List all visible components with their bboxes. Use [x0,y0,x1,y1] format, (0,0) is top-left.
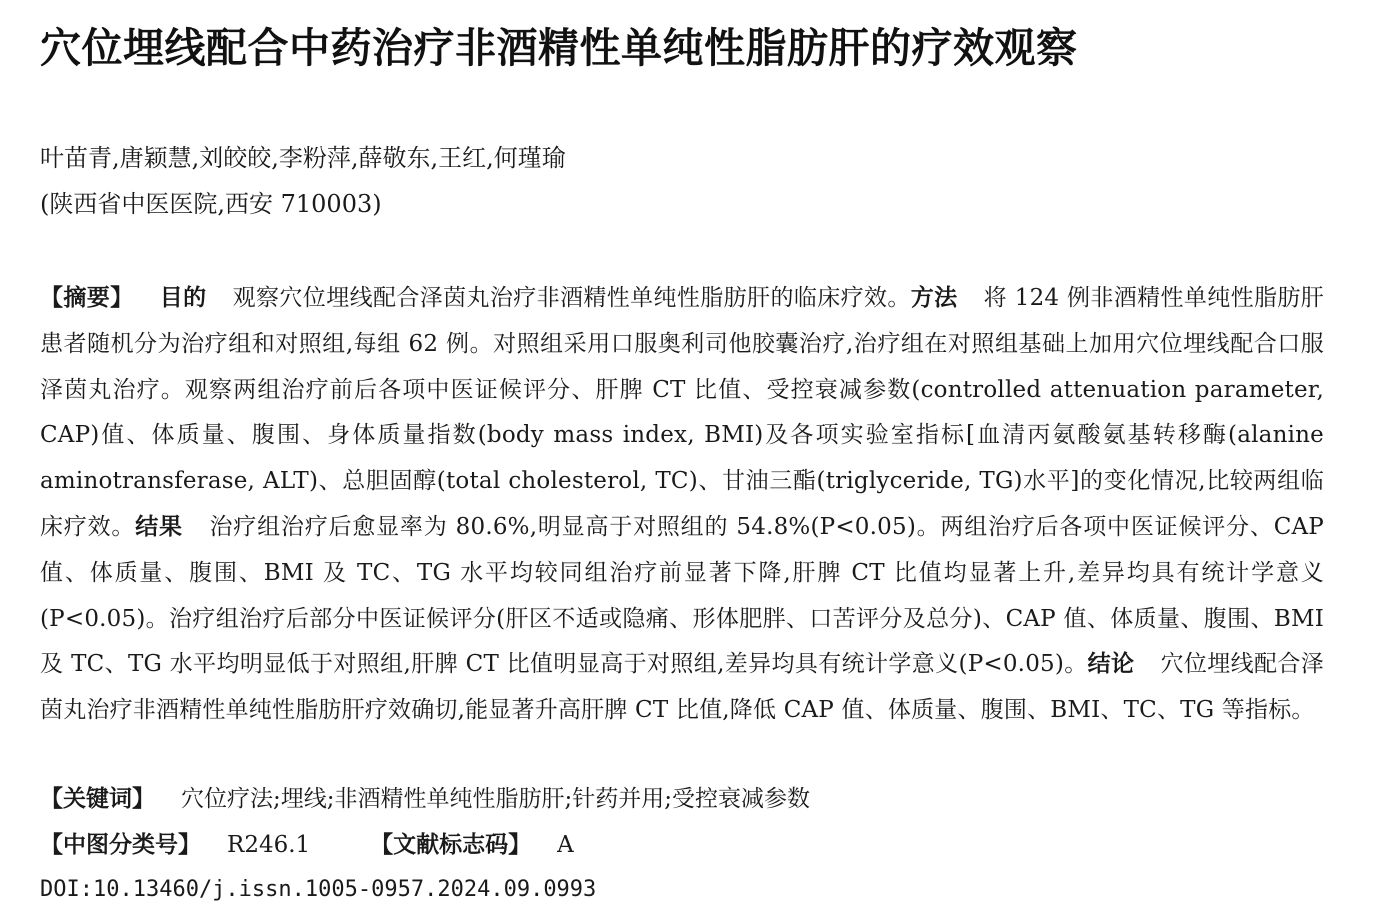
objective-label: 目的 [159,285,207,311]
abstract-block [40,276,1324,734]
clc-label: 【中图分类号】 [40,832,201,858]
methods-text: 将 124 例非酒精性单纯性脂肪肝患者随机分为治疗组和对照组,每组 62 例。对照组采用口服奥利司他胶囊治疗,治疗组在对照组基础上加用穴位埋线配合口服泽茵丸治疗。观察两组治疗前后各项中医证候评分、肝脾 CT 比值、受控衰减参数(controlled attenuation parameter, CAP)值、体质量、腹围、身体质量指数(body mass index, BMI)及各项实验室指标[血清丙氨酸氨基转移酶(alanine aminotransferase, ALT)、总胆固醇(total cholesterol, TC)、甘油三酯(triglyceride, TG)水平]的变化情况,比较两组临床疗效。 [40,285,1324,540]
doc-code-label: 【文献标志码】 [370,832,532,858]
keywords-label: 【关键词】 [40,786,155,812]
abstract-label: 【摘要】 [40,285,134,311]
doi-line: DOI:10.13460/j.issn.1005-0957.2024.09.0993 [40,877,597,902]
results-text: 治疗组治疗后愈显率为 80.6%,明显高于对照组的 54.8%(P<0.05)。两组治疗后各项中医证候评分、CAP 值、体质量、腹围、BMI 及 TC、TG 水平均较同组治疗前显著下降,肝脾 CT 比值均显著上升,差异均具有统计学意义(P<0.05)。治疗组治疗后部分中医证候评分(肝区不适或隐痛、形体肥胖、口苦评分及总分)、CAP 值、体质量、腹围、BMI 及 TC、TG 水平均明显低于对照组,肝脾 CT 比值明显高于对照组,差异均具有统计学意义(P<0.05)。 [40,513,1324,678]
classification-line [40,824,574,866]
methods-label: 方法 [910,285,958,311]
doc-code-value: A [557,832,574,858]
conclusion-label: 结论 [1087,651,1135,678]
objective-text: 观察穴位埋线配合泽茵丸治疗非酒精性单纯性脂肪肝的临床疗效。 [232,285,911,311]
clc-value: R246.1 [227,832,311,858]
conclusion-text: 穴位埋线配合泽茵丸治疗非酒精性单纯性脂肪肝疗效确切,能显著升高肝脾 CT 比值,降低 CAP 值、体质量、腹围、BMI、TC、TG 等指标。 [40,651,1324,724]
keywords-text: 穴位疗法;埋线;非酒精性单纯性脂肪肝;针药并用;受控衰减参数 [181,786,810,812]
author-affiliation: (陕西省中医医院,西安 710003) [40,190,382,218]
author-list: 叶苗青,唐颖慧,刘皎皎,李粉萍,薛敬东,王红,何瑾瑜 [40,144,566,172]
paper-title: 穴位埋线配合中药治疗非酒精性单纯性脂肪肝的疗效观察 [40,24,1078,72]
keywords-line [40,778,810,820]
results-label: 结果 [135,513,183,540]
